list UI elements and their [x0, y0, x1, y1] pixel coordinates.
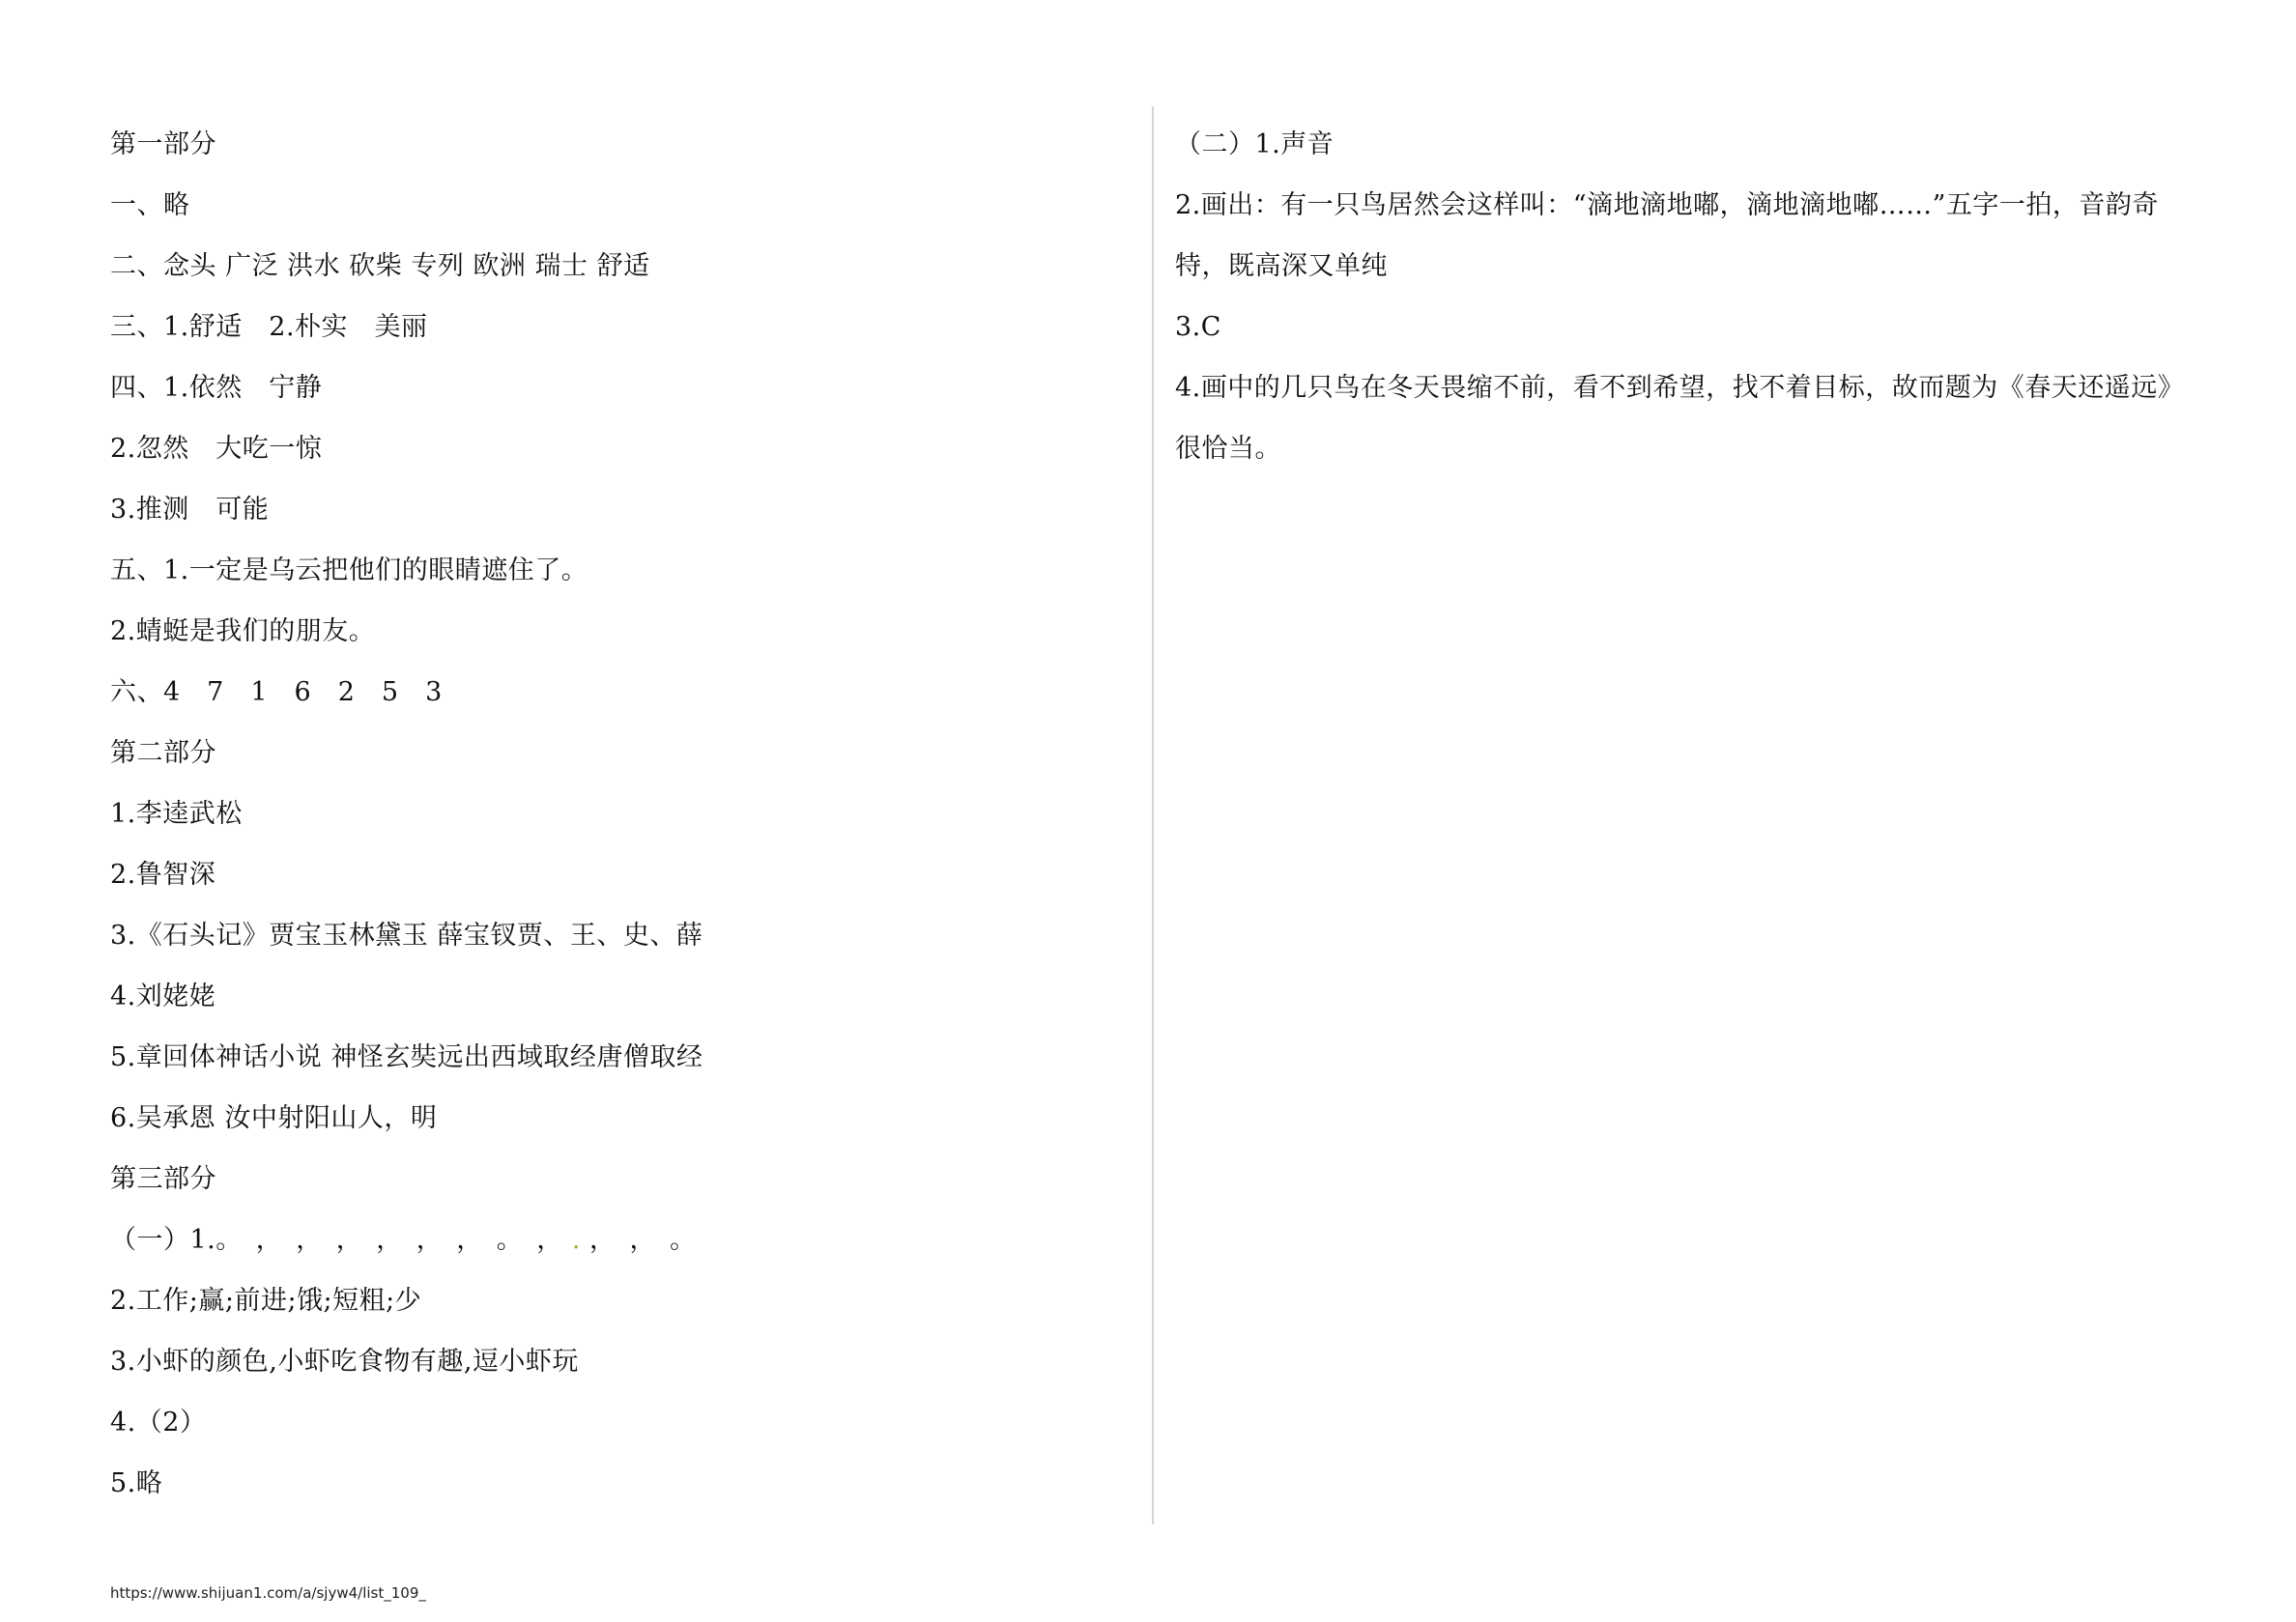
answer-line: 一、略	[110, 190, 190, 220]
answer-line: 4.刘姥姥	[110, 982, 216, 1011]
answer-line: （二）1.声音	[1175, 129, 1335, 159]
section-1-title: 第一部分	[110, 129, 216, 159]
section-2-title: 第二部分	[110, 738, 216, 768]
answer-line: 4.（2）	[110, 1408, 207, 1437]
answer-line: 五、1.一定是乌云把他们的眼睛遮住了。	[110, 555, 588, 585]
left-column	[110, 114, 1125, 1514]
punctuation-suffix: ， ， 。	[589, 1225, 697, 1255]
punctuation-prefix: （一）1.。 ， ， ， ， ， ， 。 ，	[110, 1225, 563, 1255]
answer-line: 三、1.舒适 2.朴实 美丽	[110, 312, 428, 342]
answer-line: 2.画出：有一只鸟居然会这样叫：“滴地滴地嘟，滴地滴地嘟……”五字一拍，音韵奇	[1175, 190, 2159, 220]
punctuation-dot: .	[571, 1225, 581, 1255]
section-3-title: 第三部分	[110, 1164, 216, 1194]
punctuation-answer-line	[110, 1209, 1125, 1270]
answer-line-continued: 特，既高深又单纯	[1175, 251, 1388, 281]
answer-line: 5.章回体神话小说 神怪玄奘远出西域取经唐僧取经	[110, 1042, 703, 1072]
footer-url: https://www.shijuan1.com/a/sjyw4/list_109_	[110, 1584, 426, 1602]
answer-line: 1.李逵武松	[110, 799, 243, 829]
answer-line: 6.吴承恩 汝中射阳山人，明	[110, 1103, 438, 1133]
answer-line: 2.工作;赢;前进;饿;短粗;少	[110, 1286, 422, 1316]
answer-line: 2.鲁智深	[110, 860, 216, 890]
right-column	[1175, 114, 2209, 479]
answer-line: 2.忽然 大吃一惊	[110, 434, 323, 464]
answer-line: 3.《石头记》贾宝玉林黛玉 薛宝钗贾、王、史、薛	[110, 921, 703, 951]
answer-line: 四、1.依然 宁静	[110, 373, 323, 403]
answer-line: 六、4 7 1 6 2 5 3	[110, 677, 443, 707]
answer-line: 3.C	[1175, 312, 1221, 342]
answer-line: 4.画中的几只鸟在冬天畏缩不前，看不到希望，找不着目标，故而题为《春天还遥远》	[1175, 373, 2185, 403]
answer-line: 二、念头 广泛 洪水 砍柴 专列 欧洲 瑞士 舒适	[110, 251, 650, 281]
answer-line: 5.略	[110, 1468, 163, 1498]
answer-line-continued: 很恰当。	[1175, 434, 1281, 464]
answer-line: 2.蜻蜓是我们的朋友。	[110, 616, 376, 646]
column-divider	[1152, 106, 1154, 1524]
answer-line: 3.推测 可能	[110, 495, 270, 525]
answer-line: 3.小虾的颜色,小虾吃食物有趣,逗小虾玩	[110, 1347, 579, 1377]
